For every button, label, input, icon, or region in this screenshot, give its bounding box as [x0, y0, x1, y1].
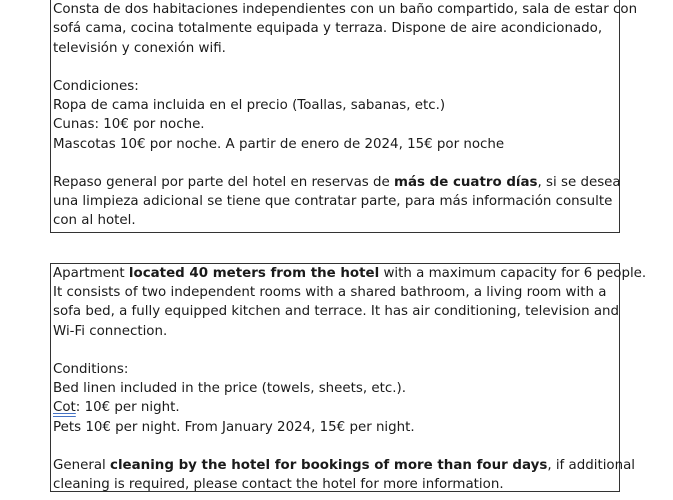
english-intro-line-3: sofa bed, a fully equipped kitchen and terrace. It has air conditioning, television and — [53, 304, 620, 320]
spanish-description-box — [50, 0, 638, 233]
spanish-intro-line-2: Consta de dos habitaciones independientes con un baño compartido, sala de estar con — [53, 2, 638, 18]
english-cot-rest: : 10€ per night. — [75, 400, 180, 416]
spacer — [53, 341, 617, 360]
spanish-cleaning-line-1 — [53, 173, 621, 192]
spanish-condition-cots: Cunas: 10€ por noche. — [53, 117, 205, 133]
english-intro-line-4: Wi-Fi connection. — [53, 323, 168, 339]
spanish-condition-bedlinen: Ropa de cama incluida en el precio (Toallas, sabanas, etc.) — [53, 98, 446, 114]
spanish-cleaning-text-b: , si se desea — [537, 174, 621, 190]
english-conditions-title: Conditions: — [53, 361, 129, 377]
spanish-intro-line-4: televisión y conexión wifi. — [53, 40, 226, 56]
spanish-cleaning-bold: más de cuatro días — [394, 174, 538, 190]
english-description-box — [50, 263, 647, 493]
spanish-cleaning-line-3: con al hotel. — [53, 213, 136, 229]
english-intro-bold: located 40 meters from the hotel — [128, 266, 380, 281]
english-cleaning-line-2: cleaning is required, please contact the hotel for more information. — [53, 477, 504, 493]
english-condition-bedlinen: Bed linen included in the price (towels, sheets, etc.). — [53, 381, 406, 397]
english-intro-line-2: It consists of two independent rooms with a shared bathroom, a living room with a — [53, 285, 607, 301]
spanish-cleaning-line-2: una limpieza adicional se tiene que contratar parte, para más información consulte — [53, 194, 613, 210]
spacer — [53, 58, 617, 77]
english-cot-word: Cot — [53, 400, 76, 416]
spacer — [53, 154, 617, 173]
spanish-intro-line-3: sofá cama, cocina totalmente equipada y terraza. Dispone de aire acondicionado, — [53, 21, 603, 37]
english-cleaning-text-b: , if additional — [547, 457, 636, 473]
english-cleaning-bold: cleaning by the hotel for bookings of more than four days — [110, 457, 548, 473]
spanish-cleaning-text-a: Repaso general por parte del hotel en reservas de — [53, 174, 395, 190]
english-intro-text-b: with a maximum capacity for 6 people. — [379, 266, 647, 281]
spanish-conditions-title: Condiciones: — [53, 78, 139, 94]
spacer — [53, 437, 617, 456]
english-condition-pets: Pets 10€ per night. From January 2024, 15€ per night. — [53, 419, 415, 435]
spanish-condition-pets: Mascotas 10€ por noche. A partir de enero de 2024, 15€ por noche — [53, 136, 505, 152]
english-condition-cots — [53, 398, 617, 417]
english-intro-line-1 — [53, 264, 647, 283]
english-intro-text-a: Apartment — [53, 266, 129, 281]
english-cleaning-text-a: General — [53, 457, 111, 473]
english-cleaning-line-1 — [53, 456, 636, 475]
